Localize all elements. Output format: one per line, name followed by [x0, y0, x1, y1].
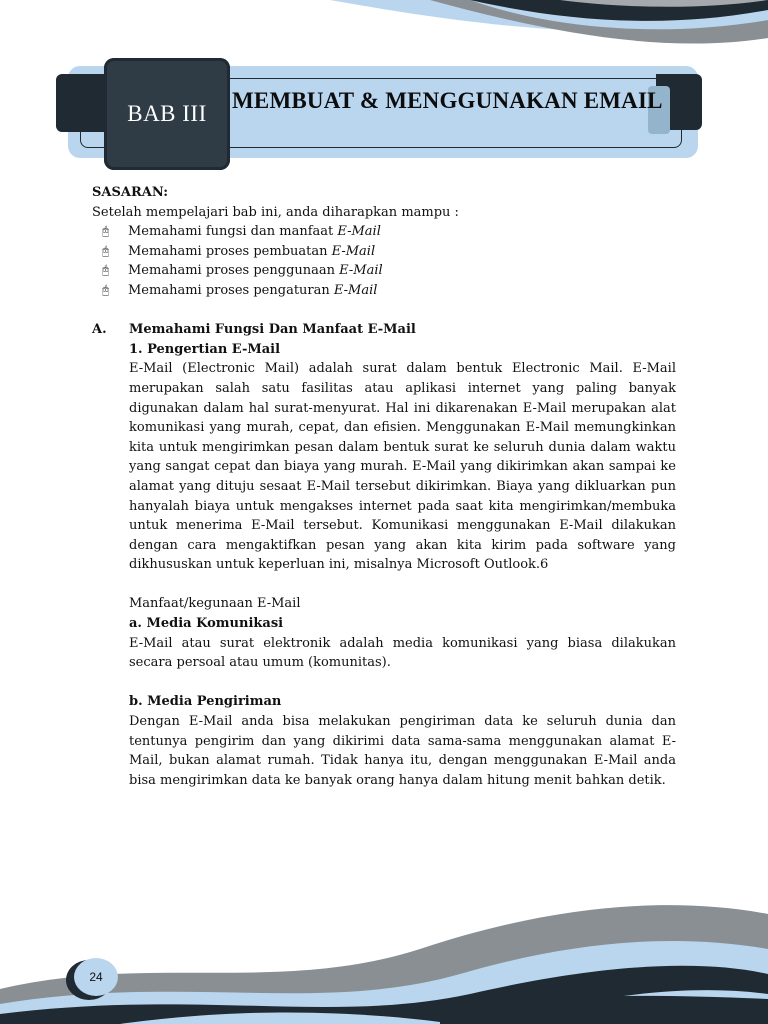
objective-text: Memahami proses pengaturan E-Mail [128, 282, 378, 298]
mouse-icon: 🖰 [102, 224, 110, 239]
mouse-icon: 🖰 [102, 263, 110, 278]
page-number: 24 [74, 958, 118, 996]
media-pengiriman-text: Dengan E-Mail anda bisa melakukan pengiriman data ke seluruh dunia dan tentunya pengirim dan yang dikirimi data sama-sama menggunakan alamat E-Mail, bukan alamat rumah. Tidak hanya itu, dengan menggunakan E-Mail anda bisa mengirimkan data ke banyak orang hanya dalam hitung menit bahkan detik. [129, 714, 676, 788]
page-number-badge [66, 958, 122, 1000]
list-item [102, 242, 676, 262]
chapter-banner [56, 58, 706, 173]
chapter-number-block [104, 58, 230, 170]
page-content [92, 183, 676, 790]
list-item [102, 222, 676, 242]
objective-text: Memahami fungsi dan manfaat E-Mail [128, 224, 381, 240]
chapter-title: MEMBUAT & MENGGUNAKAN EMAIL [232, 88, 663, 113]
mouse-icon: 🖰 [102, 282, 110, 297]
objectives-list [92, 222, 676, 300]
media-komunikasi-text: E-Mail atau surat elektronik adalah media komunikasi yang biasa dilakukan secara persoal atau umum (komunitas). [129, 635, 676, 671]
subsection-title: 1. Pengertian E-Mail [129, 341, 281, 357]
sasaran-intro: Setelah mempelajari bab ini, anda diharapkan mampu : [92, 204, 459, 220]
objective-text: Memahami proses penggunaan E-Mail [128, 263, 383, 279]
definition-paragraph: E-Mail (Electronic Mail) adalah surat dalam bentuk Electronic Mail. E-Mail merupakan salah satu fasilitas atau aplikasi internet yang paling banyak digunakan dalam hal surat-menyurat. Hal ini dikarenakan E-Mail merupakan alat komunikasi yang murah, cepat, dan efisien. Menggunakan E-Mail memungkinkan kita untuk mengirimkan pesan dalam bentuk surat ke seluruh dunia dalam waktu yang sangat cepat dan biaya yang murah. E-Mail yang dikirimkan akan sampai ke alamat yang dituju sesaat E-Mail tersebut dikirimkan. Biaya yang dikluarkan pun hanyalah biaya untuk mengakses internet pada saat kita mengirimkan/membuka untuk menerima E-Mail tersebut. Komunikasi menggunakan E-Mail dilakukan dengan cara mengaktifkan pesan yang akan kita kirim pada software yang dikhususkan untuk keperluan ini, misalnya Microsoft Outlook.6 [129, 361, 676, 573]
section-a-body [129, 340, 676, 791]
section-a-heading [92, 320, 676, 340]
section-letter: A. [92, 322, 107, 338]
list-item [102, 281, 676, 301]
chapter-label: BAB III [127, 101, 207, 126]
manfaat-heading: Manfaat/kegunaan E-Mail [129, 596, 301, 612]
list-item [102, 261, 676, 281]
sasaran-heading: SASARAN: [92, 185, 169, 200]
media-komunikasi-title: a. Media Komunikasi [129, 616, 284, 632]
objective-text: Memahami proses pembuatan E-Mail [128, 243, 376, 259]
media-pengiriman-title: b. Media Pengiriman [129, 694, 282, 710]
mouse-icon: 🖰 [102, 243, 110, 258]
section-title: Memahami Fungsi Dan Manfaat E-Mail [129, 322, 416, 338]
